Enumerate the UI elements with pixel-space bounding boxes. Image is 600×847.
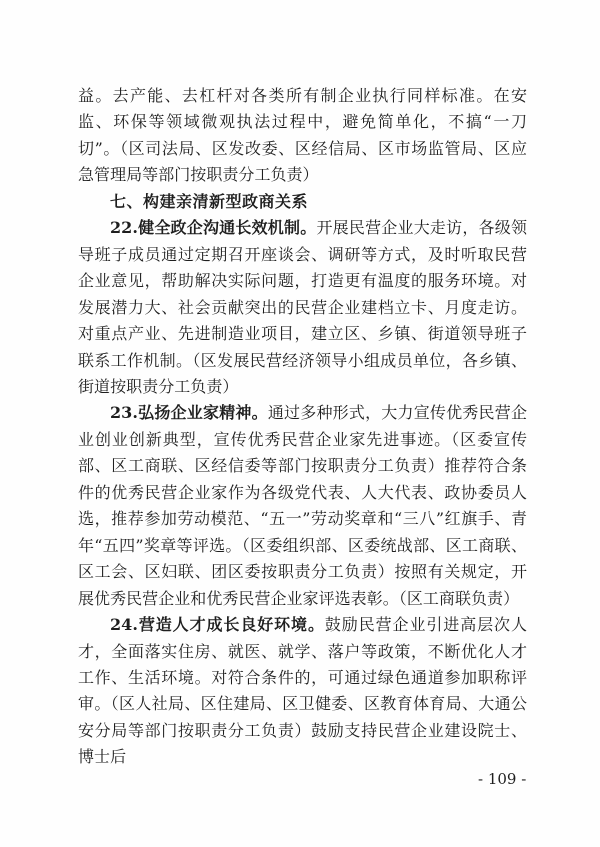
paragraph-item-22 <box>78 215 527 400</box>
paragraph-item-23 <box>78 400 527 612</box>
item-23-text: 通过多种形式，大力宣传优秀民营企业创业创新典型，宣传优秀民营企业家先进事迹。（区委宣传部、区工商联、区经信委等部门按职责分工负责）推荐符合条件的优秀民营企业家作为各级党代表、人大代表、政协委员人选，推荐参加劳动模范、“五一”劳动奖章和“三八”红旗手、青年“五四”奖章等评选。（区委组织部、区委统战部、区工商联、区工会、区妇联、团区委按职责分工负责）按照有关规定，开展优秀民营企业和优秀民营企业家评选表彰。（区工商联负责） <box>78 403 528 608</box>
paragraph-item-24 <box>78 612 527 771</box>
item-24-lead: 24.营造人才成长良好环境。 <box>110 615 325 635</box>
page-number: - 109 - <box>478 770 527 788</box>
item-22-text: 开展民营企业大走访，各级领导班子成员通过定期召开座谈会、调研等方式，及时听取民营企业意见，帮助解决实际问题，打造更有温度的服务环境。对发展潜力大、社会贡献突出的民营企业建档立卡、月度走访。对重点产业、先进制造业项目，建立区、乡镇、街道领导班子联系工作机制。（区发展民营经济领导小组成员单位，各乡镇、街道按职责分工负责） <box>78 218 527 396</box>
item-24-text: 鼓励民营企业引进高层次人才，全面落实住房、就医、就学、落户等政策，不断优化人才工作、生活环境。对符合条件的，可通过绿色通道参加职称评审。（区人社局、区住建局、区卫健委、区教育体育局、大通公安分局等部门按职责分工负责）鼓励支持民营企业建设院士、博士后 <box>78 615 527 767</box>
document-body <box>78 83 527 771</box>
paragraph-continuation: 益。去产能、去杠杆对各类所有制企业执行同样标准。在安监、环保等领域微观执法过程中，避免简单化，不搞“一刀切”。（区司法局、区发改委、区经信局、区市场监管局、区应急管理局等部门按职责分工负责） <box>78 86 527 185</box>
item-23-lead: 23.弘扬企业家精神。 <box>110 403 268 423</box>
item-22-lead: 22.健全政企沟通长效机制。 <box>110 218 317 238</box>
section-heading: 七、构建亲清新型政商关系 <box>110 191 309 211</box>
